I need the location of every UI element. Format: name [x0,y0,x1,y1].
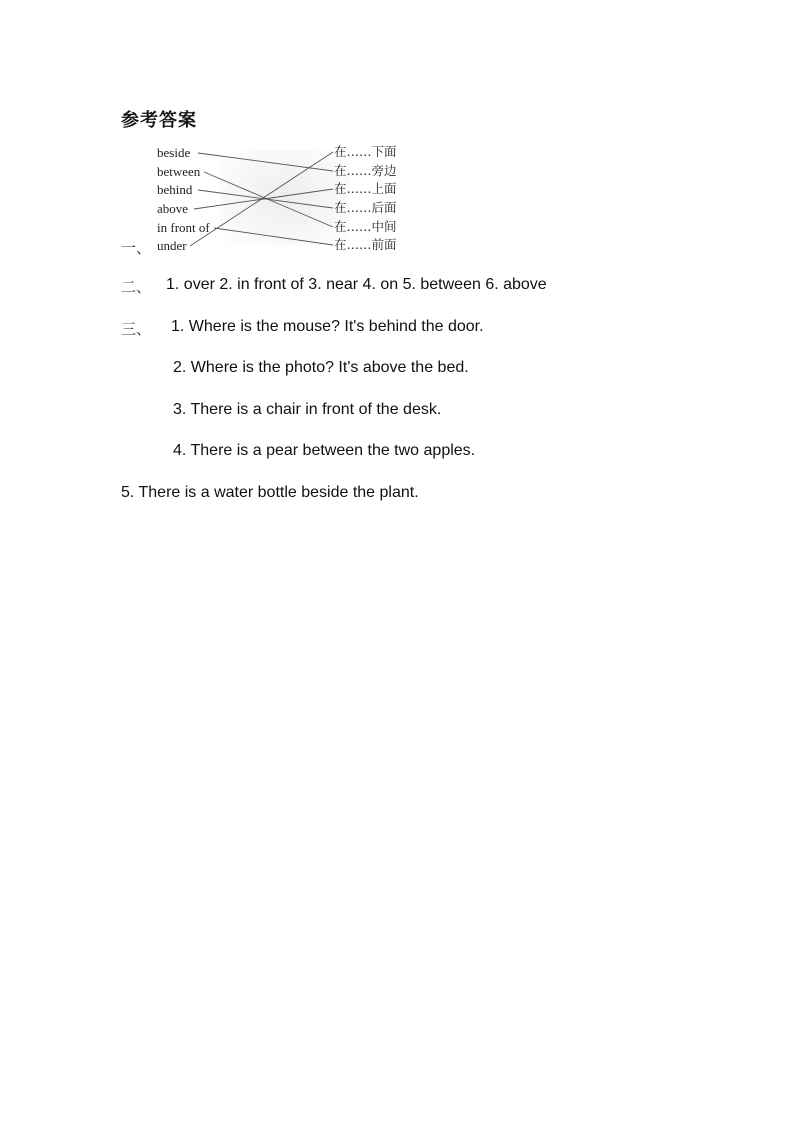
match-line-in-front-of [214,228,333,245]
matching-exercise [150,140,412,258]
section3-sentence-5: 5. There is a water bottle beside the plant. [121,484,419,501]
right-word-3: 在……上面 [334,181,397,196]
left-word-above: above [157,201,189,216]
right-word-5: 在……中间 [334,219,397,234]
left-word-between: between [157,164,201,179]
match-line-under [190,152,333,246]
matching-lines [150,140,412,258]
right-word-2: 在……旁边 [334,163,397,178]
left-word-beside: beside [157,145,191,160]
section2-label: 二、 [121,278,152,296]
section3-label: 三、 [121,320,152,338]
right-word-6: 在……前面 [334,237,397,252]
section3-sentence-1: 1. Where is the mouse? It's behind the door. [171,318,484,335]
page-title: 参考答案 [121,110,197,131]
left-word-behind: behind [157,182,193,197]
right-word-1: 在……下面 [334,144,397,159]
section3-sentence-3: 3. There is a chair in front of the desk. [173,401,442,418]
match-line-beside [198,153,333,171]
left-word-under: under [157,238,187,253]
section1-label: 一、 [121,239,152,257]
right-word-4: 在……后面 [334,200,397,215]
section3-sentence-2: 2. Where is the photo? It's above the bed. [173,359,469,376]
left-word-in-front-of: in front of [157,220,210,235]
section3-sentence-4: 4. There is a pear between the two apples. [173,442,476,459]
section2-answers: 1. over 2. in front of 3. near 4. on 5. between 6. above [166,276,547,293]
